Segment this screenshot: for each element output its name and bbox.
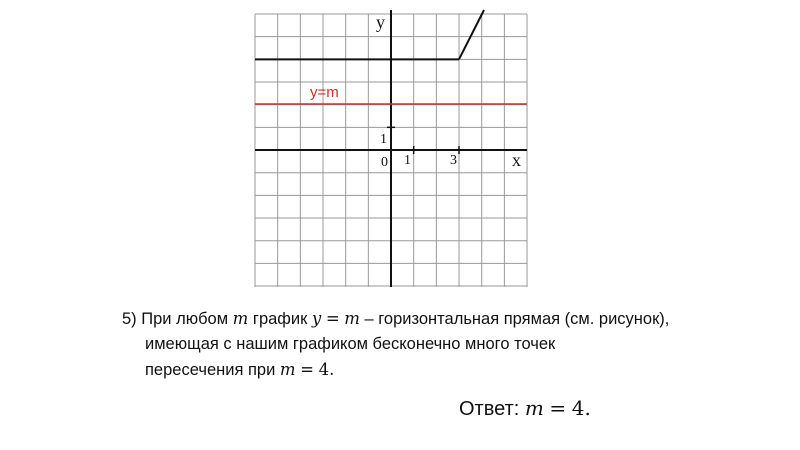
- math-value: 4.: [318, 360, 335, 379]
- solution-line-1: [122, 306, 722, 332]
- solution-line-2: [122, 332, 722, 357]
- x-tick-label-1: 1: [404, 153, 411, 168]
- y-tick-label-1: 1: [380, 132, 387, 147]
- axes: [255, 10, 527, 287]
- solution-text-part: пересечения при: [145, 361, 276, 379]
- math-equals: =: [325, 309, 340, 328]
- math-variable-y: y: [311, 309, 322, 328]
- math-variable-m: m: [344, 309, 360, 328]
- solution-text: [122, 306, 722, 383]
- math-variable-m: m: [279, 360, 296, 379]
- math-equals: =: [300, 360, 314, 379]
- answer-label: Ответ:: [459, 398, 520, 420]
- solution-text-part: – горизонтальная прямая (см. рисунок),: [364, 310, 670, 328]
- answer-variable: m: [524, 396, 544, 420]
- line-label-y-equals-m: y=m: [310, 84, 339, 101]
- solution-text-part: имеющая с нашим графиком бесконечно много точек: [145, 335, 556, 353]
- origin-label: 0: [381, 155, 388, 170]
- math-variable-m: m: [232, 309, 249, 328]
- solution-text-part: график: [252, 310, 308, 328]
- answer-equals: =: [549, 396, 567, 420]
- x-tick-label-3: 3: [450, 153, 457, 168]
- y-axis-label: y: [376, 12, 385, 32]
- graph-labels: [310, 12, 521, 170]
- solution-number: 5): [122, 310, 137, 328]
- graph-rising-segment: [459, 10, 484, 59]
- solution-text-part: При любом: [141, 310, 229, 328]
- answer-value: 4.: [571, 396, 591, 420]
- answer: [459, 396, 591, 421]
- solution-line-3: [122, 357, 722, 383]
- x-axis-label: x: [512, 150, 521, 170]
